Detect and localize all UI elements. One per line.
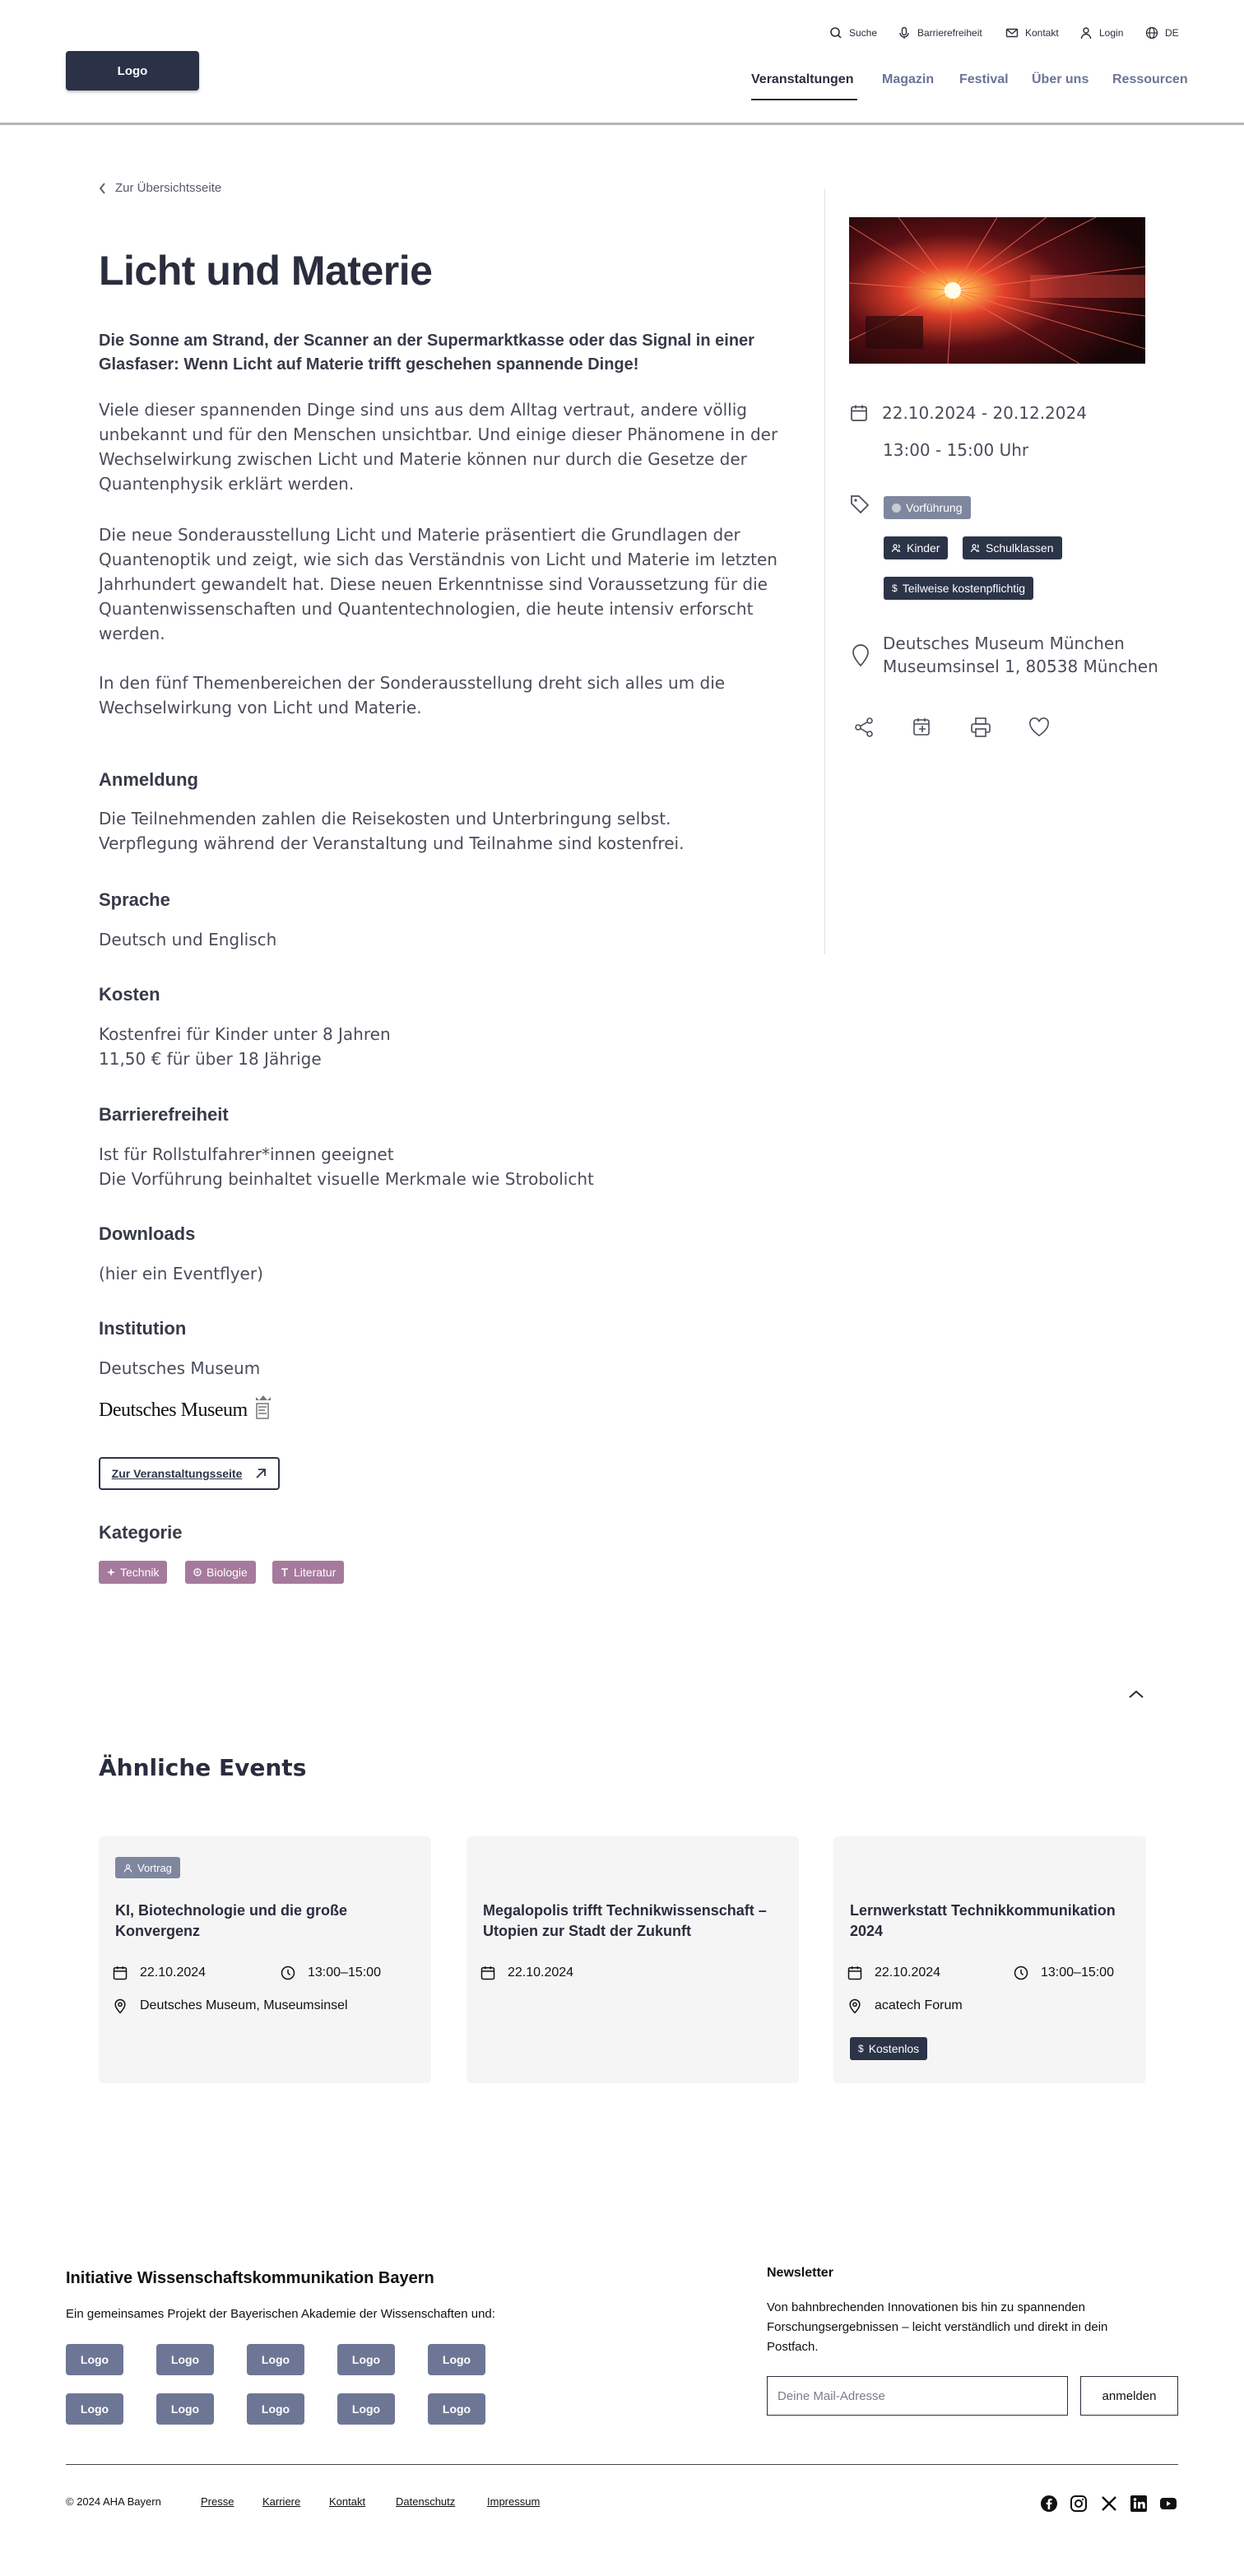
anmeldung-heading: Anmeldung bbox=[99, 769, 198, 790]
share-icon[interactable] bbox=[852, 716, 875, 739]
museum-emblem-icon bbox=[254, 1394, 272, 1422]
footer-subtitle: Ein gemeinsames Projekt der Bayerischen Akademie der Wissenschaften und: bbox=[66, 2307, 495, 2321]
category-tag-literatur[interactable] bbox=[272, 1561, 344, 1584]
newsletter-submit-button[interactable]: anmelden bbox=[1080, 2376, 1178, 2416]
card-title: Lernwerkstatt Technikkommunikation 2024 bbox=[850, 1902, 1116, 1939]
nav-ressourcen[interactable]: Ressourcen bbox=[1112, 72, 1188, 86]
login-link[interactable] bbox=[1079, 25, 1123, 41]
downloads-line-1[interactable]: (hier ein Eventflyer) bbox=[99, 1264, 263, 1283]
event-card[interactable] bbox=[833, 1836, 1146, 2083]
site-header bbox=[0, 0, 1244, 125]
dollar-icon: $ bbox=[892, 583, 898, 594]
people-icon bbox=[892, 543, 902, 553]
nav-active-indicator bbox=[751, 99, 857, 100]
tag-icon bbox=[849, 494, 870, 515]
category-tag-label: Technik bbox=[120, 1566, 160, 1579]
partner-logo[interactable]: Logo bbox=[428, 2344, 485, 2375]
category-tag-label: Literatur bbox=[294, 1566, 337, 1579]
login-label: Login bbox=[1099, 27, 1124, 39]
card-time bbox=[1013, 1965, 1114, 1981]
calendar-icon bbox=[849, 403, 869, 423]
clock-icon bbox=[280, 1965, 296, 1981]
calendar-add-icon[interactable] bbox=[911, 716, 934, 739]
card-time bbox=[280, 1965, 381, 1981]
partner-logo[interactable]: Logo bbox=[156, 2393, 214, 2425]
card-location bbox=[847, 1998, 963, 2014]
card-format-tag-label: Vortrag bbox=[137, 1861, 172, 1874]
person-icon bbox=[123, 1864, 132, 1873]
arrow-up-right-icon bbox=[255, 1468, 267, 1479]
event-card[interactable] bbox=[466, 1836, 799, 2083]
institution-name: Deutsches Museum bbox=[99, 1358, 261, 1378]
dot-icon bbox=[892, 504, 901, 513]
contact-link[interactable] bbox=[1005, 25, 1059, 41]
footer-link-presse[interactable]: Presse bbox=[201, 2495, 234, 2508]
newsletter-title: Newsletter bbox=[767, 2266, 833, 2280]
downloads-heading: Downloads bbox=[99, 1223, 196, 1244]
chevron-up-icon[interactable] bbox=[1127, 1688, 1145, 1700]
card-date-text: 22.10.2024 bbox=[508, 1966, 574, 1980]
card-date bbox=[112, 1965, 206, 1981]
card-title: Megalopolis trifft Technikwissenschaft – Utopien zur Stadt der Zukunft bbox=[483, 1902, 767, 1939]
event-page-link[interactable] bbox=[99, 1457, 280, 1490]
card-location-text: acatech Forum bbox=[875, 1998, 963, 2012]
card-location-text: Deutsches Museum, Museumsinsel bbox=[140, 1998, 348, 2012]
facebook-icon[interactable] bbox=[1040, 2495, 1058, 2513]
category-tag-label: Biologie bbox=[207, 1566, 248, 1579]
partner-logo[interactable]: Logo bbox=[156, 2344, 214, 2375]
calendar-icon bbox=[847, 1965, 863, 1981]
card-date-text: 22.10.2024 bbox=[875, 1966, 941, 1980]
cell-icon bbox=[193, 1568, 202, 1576]
category-tag-technik[interactable] bbox=[99, 1561, 167, 1584]
chevron-left-icon bbox=[99, 183, 107, 194]
footer-link-karriere[interactable]: Karriere bbox=[262, 2495, 301, 2508]
partner-logo[interactable]: Logo bbox=[337, 2344, 395, 2375]
back-link[interactable] bbox=[99, 181, 221, 195]
nav-magazin[interactable]: Magazin bbox=[882, 72, 935, 86]
kosten-line-1: Kostenfrei für Kinder unter 8 Jahren bbox=[99, 1024, 391, 1044]
kosten-heading: Kosten bbox=[99, 984, 160, 1005]
search-icon bbox=[829, 26, 842, 39]
contact-label: Kontakt bbox=[1025, 27, 1059, 39]
heart-icon[interactable] bbox=[1028, 716, 1051, 739]
calendar-icon bbox=[112, 1965, 128, 1981]
similar-events-heading: Ähnliche Events bbox=[99, 1754, 307, 1781]
audience-tag-label: Kinder bbox=[907, 541, 940, 555]
event-time: 13:00 - 15:00 Uhr bbox=[883, 440, 1029, 460]
language-switch[interactable] bbox=[1145, 25, 1179, 41]
event-image bbox=[849, 217, 1145, 364]
calendar-icon bbox=[480, 1965, 496, 1981]
accessibility-link[interactable] bbox=[898, 25, 982, 41]
price-tag[interactable] bbox=[884, 577, 1033, 600]
barrierefreiheit-heading: Barrierefreiheit bbox=[99, 1104, 229, 1125]
event-paragraph-2: Die neue Sonderausstellung Licht und Materie präsentiert die Grundlagen der Quantenoptik und zeigt, wie sich das Verständnis von Licht und Materie im letzten Jahrhundert gewandelt hat. Diese neuen Erkenntnisse sind Voraussetzung für die Quantenwissenschaften und Quantentechnologien, die heute intensiv erforscht werden. bbox=[99, 525, 778, 643]
column-divider bbox=[824, 189, 825, 954]
language-label: DE bbox=[1165, 27, 1179, 39]
sprache-line-1: Deutsch und Englisch bbox=[99, 930, 277, 949]
price-tag-label: Teilweise kostenpflichtig bbox=[902, 582, 1026, 595]
anmeldung-line-1: Die Teilnehmenden zahlen die Reisekosten und Unterbringung selbst. bbox=[99, 809, 671, 828]
partner-logo[interactable]: Logo bbox=[247, 2393, 304, 2425]
kategorie-heading: Kategorie bbox=[99, 1522, 183, 1543]
footer-title: Initiative Wissenschaftskommunikation Bayern bbox=[66, 2269, 434, 2287]
event-date: 22.10.2024 - 20.12.2024 bbox=[882, 403, 1087, 423]
accessibility-label: Barrierefreiheit bbox=[917, 27, 982, 39]
sparkle-icon bbox=[107, 1568, 115, 1576]
dollar-icon: $ bbox=[858, 2043, 864, 2054]
category-tag-biologie[interactable] bbox=[185, 1561, 256, 1584]
search-label: Suche bbox=[849, 27, 878, 39]
card-time-text: 13:00–15:00 bbox=[308, 1966, 381, 1980]
nav-ueber-uns[interactable]: Über uns bbox=[1032, 72, 1089, 86]
footer-link-kontakt[interactable]: Kontakt bbox=[329, 2495, 366, 2508]
footer-link-impressum[interactable]: Impressum bbox=[487, 2495, 541, 2508]
kosten-line-2: 11,50 € für über 18 Jährige bbox=[99, 1049, 322, 1069]
event-paragraph-3: In den fünf Themenbereichen der Sonderausstellung dreht sich alles um die Wechselwirkung von Licht und Materie. bbox=[99, 673, 726, 717]
institution-logo-text: Deutsches Museum bbox=[99, 1399, 248, 1421]
card-format-tag bbox=[115, 1857, 180, 1878]
anmeldung-line-2: Verpflegung während der Veranstaltung und Teilnahme sind kostenfrei. bbox=[99, 833, 685, 853]
partner-logo[interactable]: Logo bbox=[428, 2393, 485, 2425]
deutsches-museum-logo bbox=[99, 1394, 272, 1422]
card-title: KI, Biotechnologie und die große Konvergenz bbox=[115, 1902, 347, 1939]
location-pin-icon bbox=[847, 1998, 863, 2014]
x-icon[interactable] bbox=[1100, 2495, 1118, 2513]
format-tag[interactable] bbox=[884, 496, 971, 519]
search-link[interactable] bbox=[829, 25, 877, 41]
sprache-heading: Sprache bbox=[99, 889, 170, 910]
barrierefreiheit-line-1: Ist für Rollstulfahrer*innen geeignet bbox=[99, 1144, 394, 1164]
audience-tag-label: Schulklassen bbox=[986, 541, 1054, 555]
card-price-badge bbox=[850, 2037, 927, 2060]
audience-tag-schulklassen[interactable] bbox=[963, 536, 1062, 559]
event-card[interactable] bbox=[99, 1836, 431, 2083]
microphone-icon bbox=[898, 26, 911, 39]
card-time-text: 13:00–15:00 bbox=[1041, 1966, 1114, 1980]
print-icon[interactable] bbox=[969, 716, 992, 739]
event-paragraph-1: Viele dieser spannenden Dinge sind uns aus dem Alltag vertraut, andere völlig unbekannt und für den Menschen unsichtbar. Und einige dieser Phänomene in der Wechselwirkung zwischen Licht und Materie können nur durch die Gesetze der Quantenphysik erklärt werden. bbox=[99, 400, 778, 494]
site-logo[interactable]: Logo bbox=[66, 51, 199, 91]
nav-festival[interactable]: Festival bbox=[959, 72, 1009, 86]
page-title: Licht und Materie bbox=[99, 248, 433, 294]
newsletter-email-input[interactable]: Deine Mail-Adresse bbox=[767, 2376, 1068, 2416]
card-date-text: 22.10.2024 bbox=[140, 1966, 207, 1980]
format-tag-label: Vorführung bbox=[906, 501, 963, 514]
partner-logo[interactable]: Logo bbox=[66, 2344, 123, 2375]
event-lead: Die Sonne am Strand, der Scanner an der Supermarktkasse oder das Signal in einer Glasfaser: Wenn Licht auf Materie trifft geschehen spannende Dinge! bbox=[99, 332, 754, 374]
linkedin-icon[interactable] bbox=[1130, 2495, 1148, 2513]
card-date bbox=[480, 1965, 573, 1981]
barrierefreiheit-line-2: Die Vorführung beinhaltet visuelle Merkmale wie Strobolicht bbox=[99, 1169, 594, 1189]
back-link-label: Zur Übersichtsseite bbox=[115, 181, 222, 195]
institution-heading: Institution bbox=[99, 1318, 187, 1339]
partner-logo[interactable]: Logo bbox=[66, 2393, 123, 2425]
youtube-icon[interactable] bbox=[1159, 2495, 1177, 2513]
nav-veranstaltungen[interactable]: Veranstaltungen bbox=[751, 72, 854, 86]
copyright: © 2024 AHA Bayern bbox=[66, 2495, 161, 2508]
text-icon bbox=[281, 1568, 289, 1576]
location-line-1: Deutsches Museum München bbox=[883, 634, 1125, 653]
clock-icon bbox=[1013, 1965, 1029, 1981]
partner-logo[interactable]: Logo bbox=[247, 2344, 304, 2375]
card-location bbox=[112, 1998, 348, 2014]
audience-tag-kinder[interactable] bbox=[884, 536, 948, 559]
partner-logo[interactable]: Logo bbox=[337, 2393, 395, 2425]
instagram-icon[interactable] bbox=[1070, 2495, 1088, 2513]
mail-icon bbox=[1005, 26, 1019, 39]
newsletter-text: Von bahnbrechenden Innovationen bis hin zu spannenden Forschungsergebnissen – leicht verständlich und direkt in dein Postfach. bbox=[767, 2300, 1108, 2354]
user-icon bbox=[1079, 26, 1093, 39]
location-pin-icon bbox=[851, 643, 870, 667]
event-page-link-label: Zur Veranstaltungsseite bbox=[111, 1467, 243, 1480]
location-pin-icon bbox=[112, 1998, 128, 2014]
card-date bbox=[847, 1965, 940, 1981]
event-date-row bbox=[849, 403, 1087, 423]
card-price-badge-label: Kostenlos bbox=[868, 2042, 920, 2055]
footer-divider bbox=[66, 2464, 1178, 2465]
globe-icon bbox=[1145, 26, 1158, 39]
location-line-2: Museumsinsel 1, 80538 München bbox=[883, 657, 1158, 676]
people-icon bbox=[971, 543, 981, 553]
footer-link-datenschutz[interactable]: Datenschutz bbox=[396, 2495, 456, 2508]
